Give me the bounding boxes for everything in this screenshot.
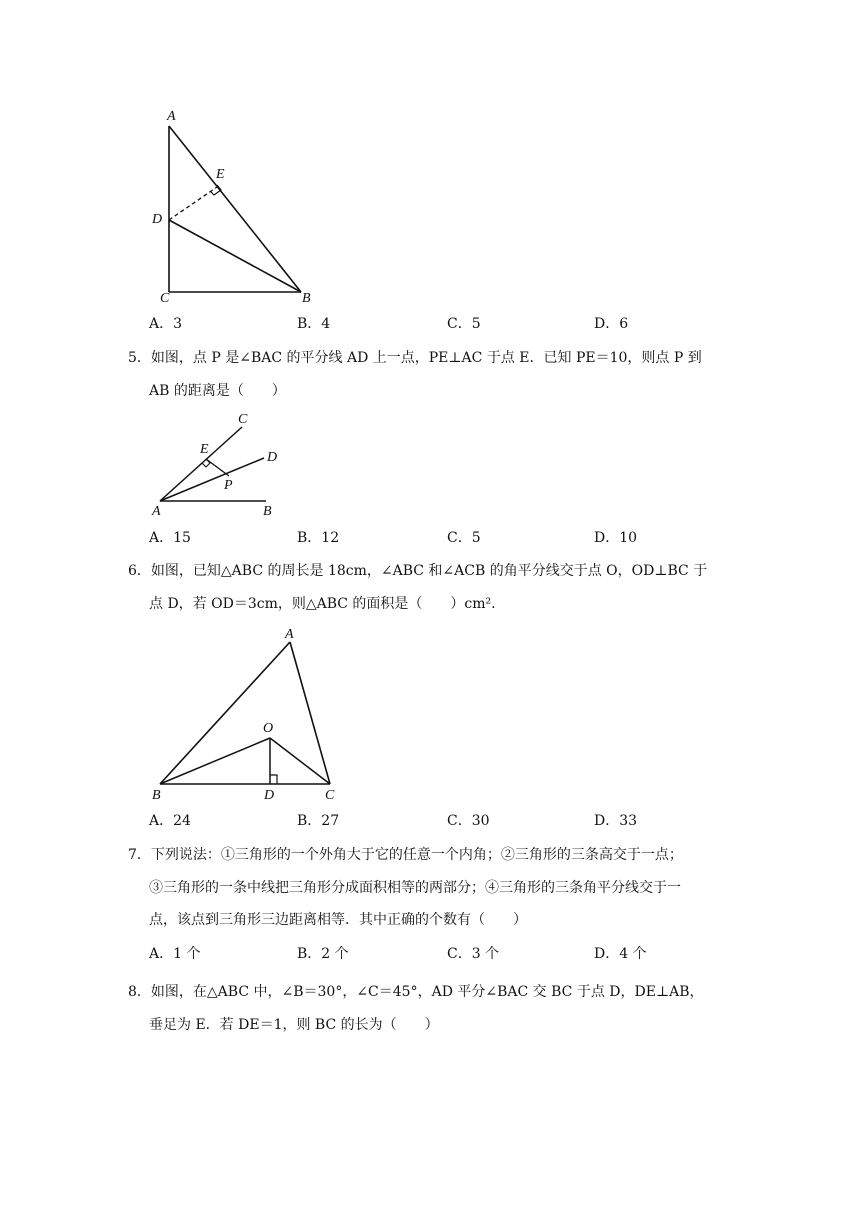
q5-stem-line2: AB 的距离是（ ） <box>149 383 286 399</box>
q6-option-c[interactable]: C．30 <box>447 813 490 829</box>
q7-option-d[interactable]: D．4 个 <box>594 946 647 962</box>
q5-stem-line1: 5．如图，点 P 是∠BAC 的平分线 AD 上一点，PE⊥AC 于点 E．已知 PE＝10，则点 P 到 <box>128 350 702 366</box>
q4-option-c[interactable]: C．5 <box>447 316 481 332</box>
q6-stem-line1: 6．如图，已知△ABC 的周长是 18cm，∠ABC 和∠ACB 的角平分线交于点 O，OD⊥BC 于 <box>128 563 708 579</box>
q4-option-d[interactable]: D．6 <box>594 316 629 332</box>
q6-option-a[interactable]: A．24 <box>149 813 191 829</box>
q6-label-a: A <box>285 627 294 642</box>
q7-stem-line3: 点，该点到三角形三边距离相等．其中正确的个数有（ ） <box>149 912 527 928</box>
q5-option-a[interactable]: A．15 <box>149 530 191 546</box>
q6-label-d: D <box>264 788 275 803</box>
q7-stem-line2: ③三角形的一条中线把三角形分成面积相等的两部分；④三角形的三条角平分线交于一 <box>149 880 681 896</box>
q5-label-d: D <box>267 450 278 465</box>
q5-option-d[interactable]: D．10 <box>594 530 638 546</box>
q6-option-b[interactable]: B．27 <box>297 813 340 829</box>
q5-label-a: A <box>152 504 161 519</box>
q4-label-e: E <box>216 167 225 182</box>
q6-figure <box>140 622 360 807</box>
q6-label-o: O <box>263 721 274 736</box>
q6-label-c: C <box>325 788 335 803</box>
q7-option-a[interactable]: A．1 个 <box>149 946 201 962</box>
q5-label-b: B <box>263 504 272 519</box>
q5-figure <box>140 405 300 520</box>
q5-label-e: E <box>200 442 209 457</box>
q7-option-c[interactable]: C．3 个 <box>447 946 500 962</box>
q6-label-b: B <box>152 788 161 803</box>
q7-option-b[interactable]: B．2 个 <box>297 946 349 962</box>
q6-stem-line2: 点 D，若 OD＝3cm，则△ABC 的面积是（ ）cm². <box>149 596 496 612</box>
q8-stem-line2: 垂足为 E．若 DE＝1，则 BC 的长为（ ） <box>149 1017 439 1033</box>
q4-label-c: C <box>160 291 170 306</box>
q5-option-c[interactable]: C．5 <box>447 530 481 546</box>
q5-label-p: P <box>224 478 233 493</box>
q7-stem-line1: 7．下列说法：①三角形的一个外角大于它的任意一个内角；②三角形的三条高交于一点； <box>128 847 683 863</box>
q5-option-b[interactable]: B．12 <box>297 530 340 546</box>
q4-label-a: A <box>167 109 176 124</box>
q4-figure <box>140 100 340 310</box>
q4-option-a[interactable]: A．3 <box>149 316 183 332</box>
q6-option-d[interactable]: D．33 <box>594 813 638 829</box>
q4-label-b: B <box>302 291 311 306</box>
q4-label-d: D <box>152 212 163 227</box>
q5-label-c: C <box>238 412 248 427</box>
q8-stem-line1: 8．如图，在△ABC 中，∠B＝30°，∠C＝45°，AD 平分∠BAC 交 BC 于点 D，DE⊥AB， <box>128 984 704 1000</box>
q4-option-b[interactable]: B．4 <box>297 316 331 332</box>
